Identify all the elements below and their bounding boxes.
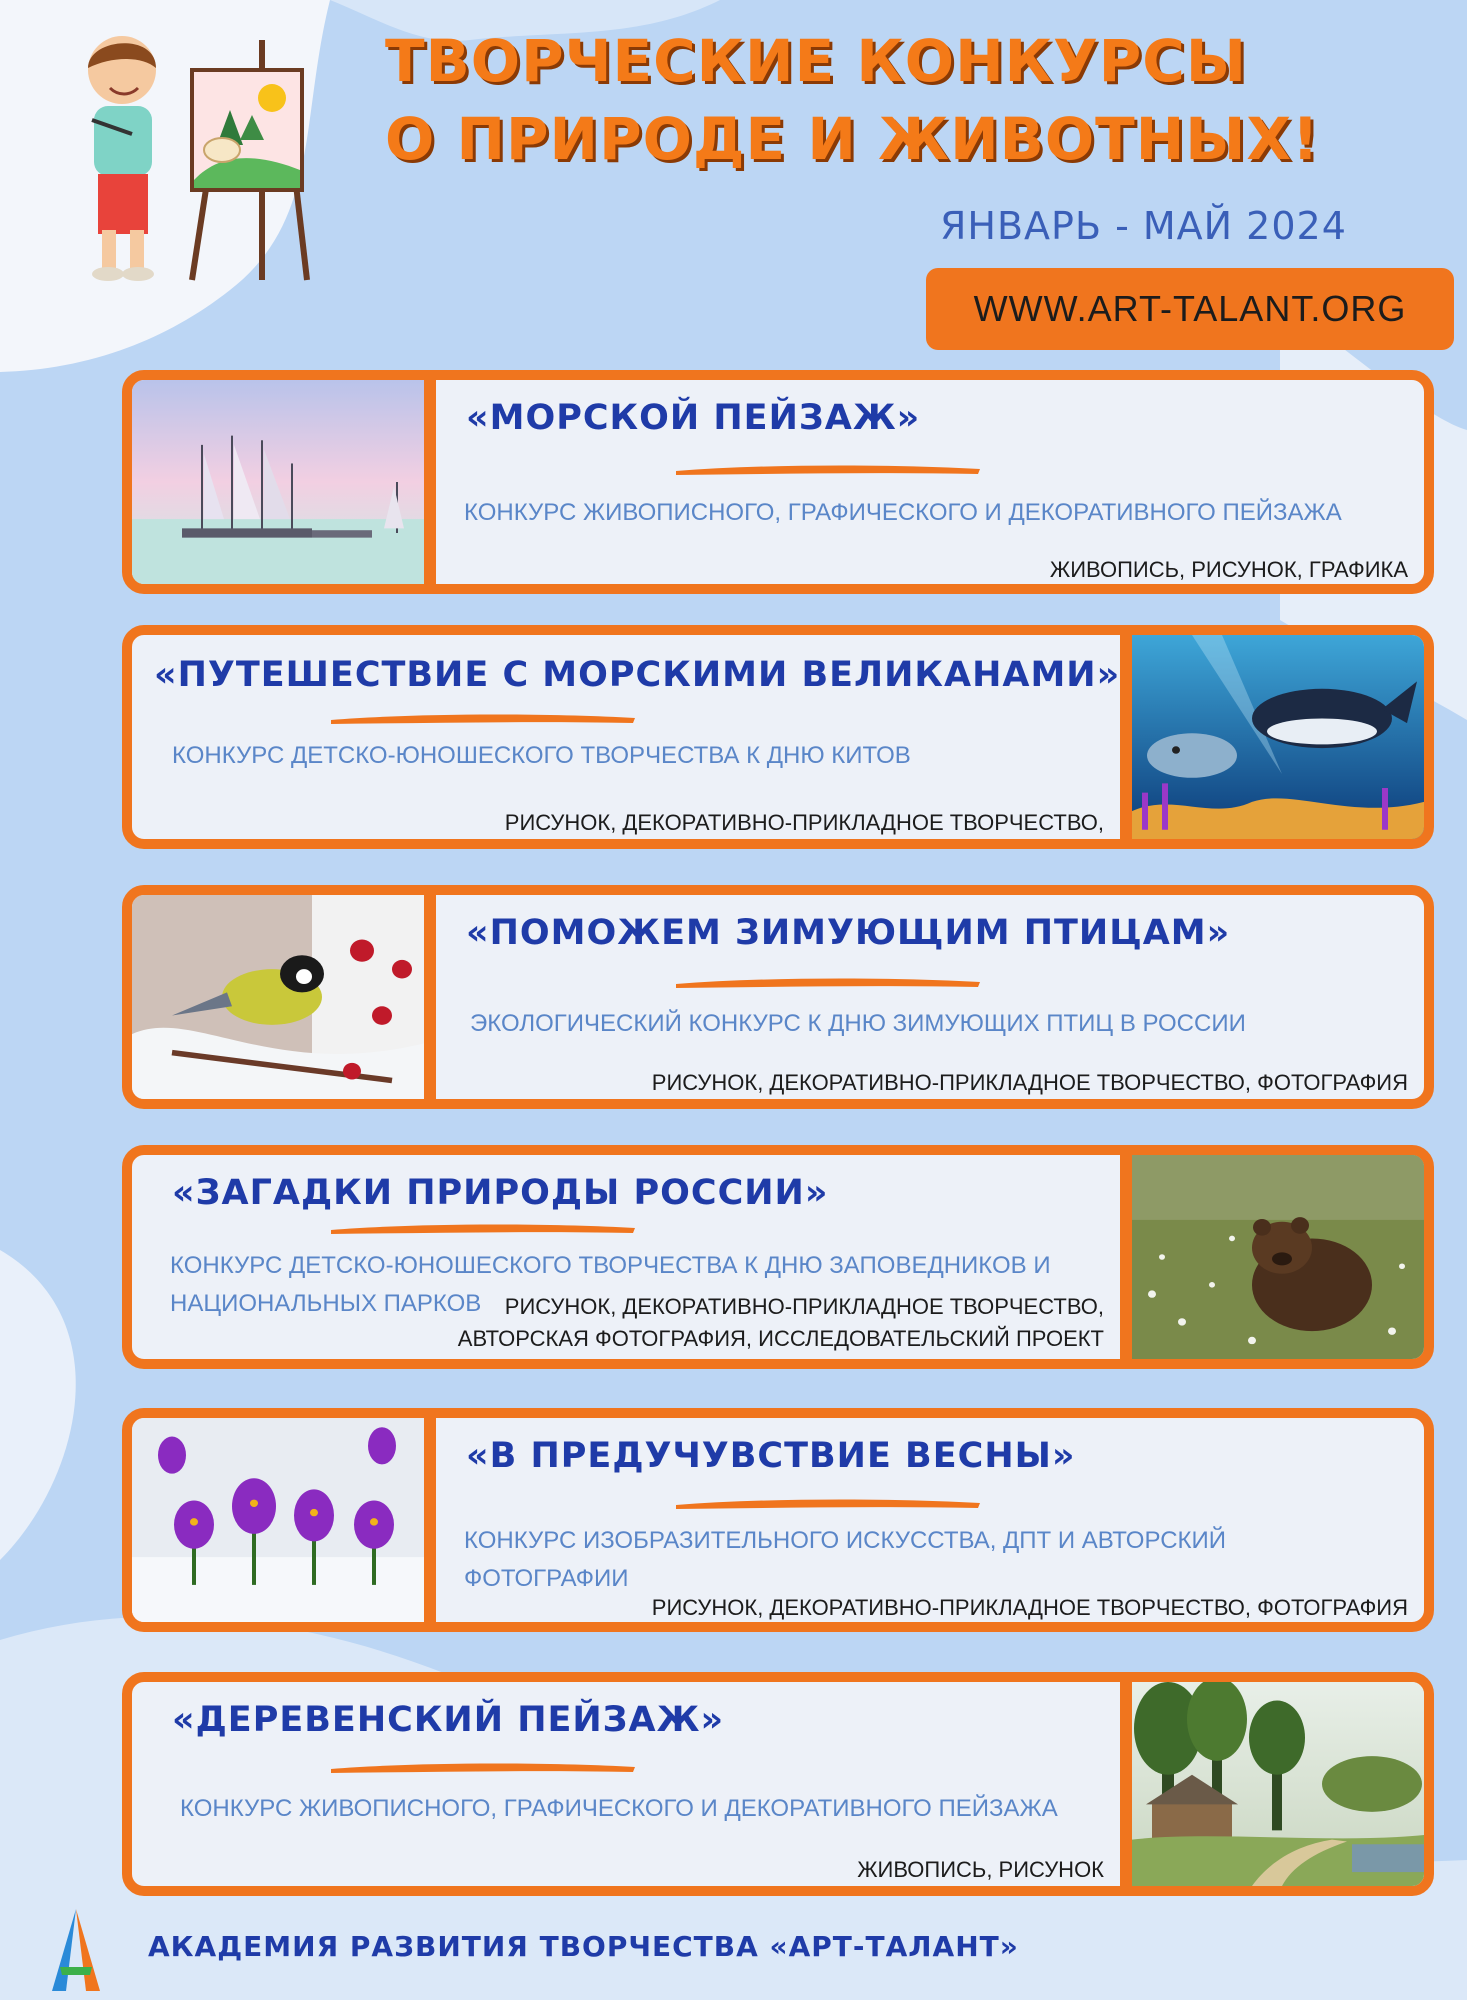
orange-brush-underline <box>327 1221 639 1237</box>
contest-categories: ЖИВОПИСЬ, РИСУНОК, ГРАФИКА <box>1049 557 1408 582</box>
contest-card-nature-mysteries[interactable] <box>122 1145 1434 1369</box>
organization-name: АКАДЕМИЯ РАЗВИТИЯ ТВОРЧЕСТВА «АРТ-ТАЛАНТ» <box>148 1930 1019 1963</box>
orange-brush-underline <box>672 462 984 478</box>
dates-label: ЯНВАРЬ - МАЙ 2024 <box>940 204 1347 248</box>
contest-categories: РИСУНОК, ДЕКОРАТИВНО-ПРИКЛАДНОЕ ТВОРЧЕСТВО, ФОТОГРАФИЯ <box>651 1595 1408 1620</box>
village-landscape-photo <box>1120 1682 1424 1886</box>
contest-description: КОНКУРС ЖИВОПИСНОГО, ГРАФИЧЕСКОГО И ДЕКОРАТИВНОГО ПЕЙЗАЖА <box>180 1795 1058 1822</box>
contest-title: «ПУТЕШЕСТВИЕ С МОРСКИМИ ВЕЛИКАНАМИ» <box>154 655 1121 695</box>
contest-description: КОНКУРС ИЗОБРАЗИТЕЛЬНОГО ИСКУССТВА, ДПТ И АВТОРСКИЙ ФОТОГРАФИИ <box>464 1527 1226 1592</box>
contest-title: «ДЕРЕВЕНСКИЙ ПЕЙЗАЖ» <box>172 1700 725 1740</box>
underwater-whales-photo <box>1120 635 1424 839</box>
orange-brush-underline <box>327 1760 639 1776</box>
contest-description: КОНКУРС ДЕТСКО-ЮНОШЕСКОГО ТВОРЧЕСТВА К ДНЮ ЗАПОВЕДНИКОВ И НАЦИОНАЛЬНЫХ ПАРКОВ <box>170 1252 1051 1317</box>
contest-card-village[interactable] <box>122 1672 1434 1896</box>
contest-title: «ПОМОЖЕМ ЗИМУЮЩИМ ПТИЦАМ» <box>466 913 1231 953</box>
orange-brush-underline <box>672 1496 984 1512</box>
orange-brush-underline <box>672 975 984 991</box>
seascape-sailboats-photo <box>132 380 436 584</box>
child-painting-illustration <box>62 30 322 290</box>
contest-card-spring[interactable] <box>122 1408 1434 1632</box>
orange-brush-underline <box>327 711 639 727</box>
contest-card-winter-birds[interactable] <box>122 885 1434 1109</box>
contest-title: «В ПРЕДУЧУВСТВИЕ ВЕСНЫ» <box>466 1436 1076 1476</box>
title-line-1: ТВОРЧЕСКИЕ КОНКУРСЫ <box>385 27 1247 95</box>
academy-logo-icon <box>50 1905 102 1995</box>
titmouse-in-snow-photo <box>132 895 436 1099</box>
contest-title: «МОРСКОЙ ПЕЙЗАЖ» <box>466 398 921 438</box>
contest-categories: РИСУНОК, ДЕКОРАТИВНО-ПРИКЛАДНОЕ ТВОРЧЕСТВО, ФОТОГРАФИЯ <box>651 1070 1408 1095</box>
website-link-button[interactable]: WWW.ART-TALANT.ORG <box>926 268 1454 350</box>
contest-title: «ЗАГАДКИ ПРИРОДЫ РОССИИ» <box>172 1173 829 1213</box>
contest-categories-line-2: АВТОРСКАЯ ФОТОГРАФИЯ, ИССЛЕДОВАТЕЛЬСКИЙ ПРОЕКТ <box>457 1326 1104 1351</box>
contest-categories: РИСУНОК, ДЕКОРАТИВНО-ПРИКЛАДНОЕ ТВОРЧЕСТВО, <box>504 810 1104 835</box>
bear-in-meadow-photo <box>1120 1155 1424 1359</box>
contest-description: КОНКУРС ДЕТСКО-ЮНОШЕСКОГО ТВОРЧЕСТВА К ДНЮ КИТОВ <box>172 742 911 769</box>
contest-card-whales[interactable] <box>122 625 1434 849</box>
page-title <box>385 22 1445 178</box>
crocuses-in-snow-photo <box>132 1418 436 1622</box>
title-line-2: О ПРИРОДЕ И ЖИВОТНЫХ! <box>385 105 1320 173</box>
contest-categories-line-1: РИСУНОК, ДЕКОРАТИВНО-ПРИКЛАДНОЕ ТВОРЧЕСТВО, <box>504 1294 1104 1319</box>
contest-description: КОНКУРС ЖИВОПИСНОГО, ГРАФИЧЕСКОГО И ДЕКОРАТИВНОГО ПЕЙЗАЖА <box>464 499 1342 526</box>
contest-categories <box>458 1291 1104 1355</box>
contest-categories: ЖИВОПИСЬ, РИСУНОК <box>857 1857 1104 1882</box>
contest-description: ЭКОЛОГИЧЕСКИЙ КОНКУРС К ДНЮ ЗИМУЮЩИХ ПТИЦ В РОССИИ <box>470 1010 1246 1037</box>
contest-card-seascape[interactable] <box>122 370 1434 594</box>
